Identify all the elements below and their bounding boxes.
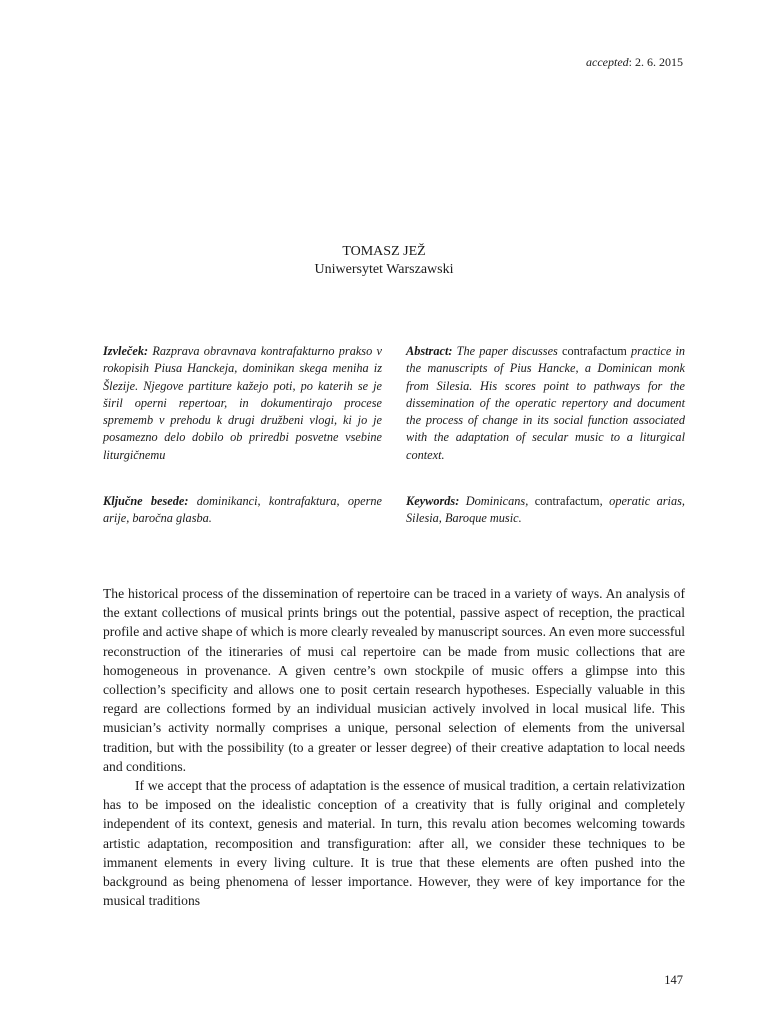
keywords-en-term: contrafactum, bbox=[534, 494, 603, 508]
page-number: 147 bbox=[664, 973, 683, 987]
body-text bbox=[103, 584, 685, 910]
abstract-sl-label: Izvleček: bbox=[103, 344, 149, 358]
author-block bbox=[0, 243, 768, 279]
accepted-date-value: : 2. 6. 2015 bbox=[628, 55, 683, 69]
abstract-section bbox=[103, 343, 685, 464]
keywords-en-text-a: Dominicans, bbox=[465, 494, 529, 508]
abstract-en-text-c: practice in the manuscripts of Pius Hancke, a Dominican monk from Silesia. His scores point to pathways for the dissemination of the operatic repertory and document the process of change in its social function associated with the adaptation of secular music to a liturgical context. bbox=[406, 344, 686, 462]
keywords-section bbox=[103, 493, 685, 528]
keywords-en-text-c: operatic arias, Silesia, Baroque music. bbox=[406, 494, 685, 526]
abstract-en-label: Abstract: bbox=[406, 344, 453, 358]
author-affiliation: Uniwersytet Warszawski bbox=[314, 262, 454, 277]
keywords-sl-text: dominikanci, kontrafaktura, operne arije, baročna glasba. bbox=[103, 494, 383, 526]
body-paragraph-2: If we accept that the process of adaptation is the essence of musical tradition, a certain relativization has to be imposed on the idealistic conception of a creativity that is fully original and completely independent of its context, genesis and material. In turn, this revalu ation becomes welcoming towards artistic adaptation, recomposition and transfiguration: after all, we consider these techniques to be immanent elements in every living culture. It is true that these elements are often pushed into the background as being phenomena of lesser importance. However, they were of key importance for the musical traditions bbox=[103, 778, 685, 909]
abstract-sl-text: Razprava obravnava kontrafakturno prakso v rokopisih Piusa Hanckeja, dominikan skega meniha iz Šlezije. Njegove partiture kažejo poti, po katerih se je širil operni repertoar, in dokumentirajo procese sprememb v prehodu k drugi družbeni vlogi, ki jo je posamezno delo dobilo ob priredbi posvetne vsebine liturgičnemu bbox=[103, 344, 382, 462]
accepted-date bbox=[586, 55, 683, 70]
body-paragraph-1: The historical process of the dissemination of repertoire can be traced in a variety of ways. An analysis of the extant collections of musical prints brings out the potential, passive aspect of reception, the practical profile and active shape of which is more clearly revealed by manuscript sources. An even more successful reconstruction of the itineraries of musi cal repertoire can be made from music collections that are homogeneous in provenance. A given centre’s own stockpile of music offers a glimpse into this collection’s specificity and allows one to posit certain research hypotheses. Especially valuable in this regard are collections formed by an individual musician actively involved in local musical life. This musician’s activity normally comprises a unique, personal selection of elements from the universal tradition, but with the possibility (to a greater or lesser degree) of their creative adaptation to local needs and conditions. bbox=[103, 586, 685, 774]
keywords-slovenian bbox=[103, 493, 382, 528]
abstract-english bbox=[406, 343, 685, 464]
accepted-label: accepted bbox=[586, 55, 629, 69]
keywords-english bbox=[406, 493, 685, 528]
abstract-en-term: contrafactum bbox=[561, 344, 627, 358]
keywords-en-label: Keywords: bbox=[406, 494, 460, 508]
keywords-sl-label: Ključne besede: bbox=[103, 494, 189, 508]
author-name: TOMASZ JEŽ bbox=[342, 244, 426, 259]
abstract-slovenian bbox=[103, 343, 382, 464]
abstract-en-text-a: The paper discusses bbox=[456, 344, 558, 358]
